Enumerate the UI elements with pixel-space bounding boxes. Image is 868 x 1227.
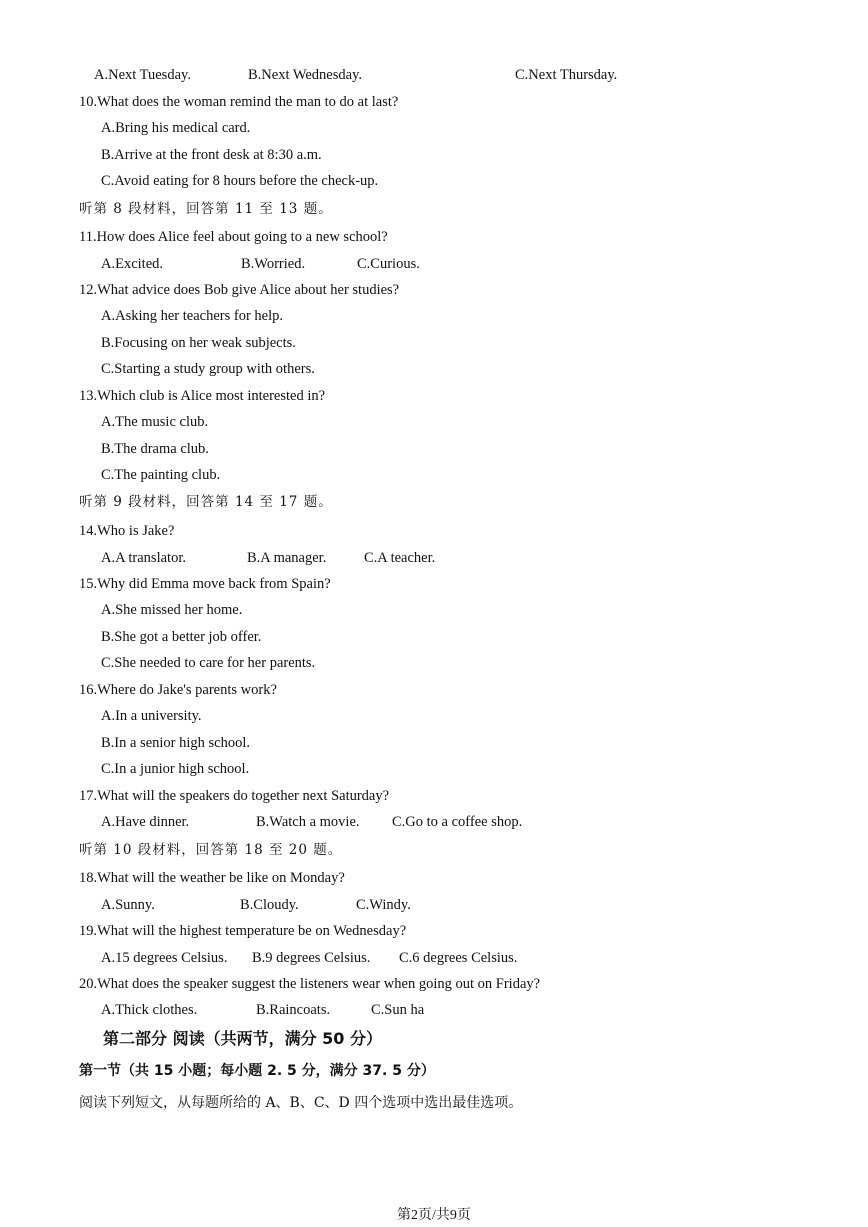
q15-stem: 15.Why did Emma move back from Spain? xyxy=(79,576,331,592)
q12-stem: 12.What advice does Bob give Alice about her studies? xyxy=(79,282,400,298)
q14-stem: 14.Who is Jake? xyxy=(79,523,175,539)
q16-option-a: A.In a university. xyxy=(101,708,202,724)
q17-stem: 17.What will the speakers do together next Saturday? xyxy=(79,788,390,804)
q10-option-b: B.Arrive at the front desk at 8:30 a.m. xyxy=(101,147,322,163)
q18-option-b: B.Cloudy. xyxy=(240,897,299,913)
q15-option-c: C.She needed to care for her parents. xyxy=(101,655,316,671)
q11-option-c: C.Curious. xyxy=(357,256,420,272)
q16-stem: 16.Where do Jake's parents work? xyxy=(79,682,277,698)
q16-option-b: B.In a senior high school. xyxy=(101,735,251,751)
q13-option-c: C.The painting club. xyxy=(101,467,221,483)
q18-option-c: C.Windy. xyxy=(356,897,411,913)
passage10-instruction: 听第 10 段材料，回答第 18 至 20 题。 xyxy=(79,842,343,858)
q12-option-c: C.Starting a study group with others. xyxy=(101,361,315,377)
q11-option-a: A.Excited. xyxy=(101,256,164,272)
q18-stem: 18.What will the weather be like on Monday? xyxy=(79,870,345,886)
q12-option-a: A.Asking her teachers for help. xyxy=(101,308,283,324)
q13-option-b: B.The drama club. xyxy=(101,441,209,457)
q14-option-b: B.A manager. xyxy=(247,550,327,566)
q20-option-a: A.Thick clothes. xyxy=(101,1002,198,1018)
q20-stem: 20.What does the speaker suggest the listeners wear when going out on Friday? xyxy=(79,976,541,992)
q9-option-c: C.Next Thursday. xyxy=(515,67,618,83)
section1-instruction: 阅读下列短文，从每题所给的 A、B、C、D 四个选项中选出最佳选项。 xyxy=(79,1095,523,1111)
q19-stem: 19.What will the highest temperature be on Wednesday? xyxy=(79,923,407,939)
page-number: 第2页/共9页 xyxy=(397,1208,471,1223)
q19-option-b: B.9 degrees Celsius. xyxy=(252,950,371,966)
passage8-instruction: 听第 8 段材料，回答第 11 至 13 题。 xyxy=(79,201,333,217)
q13-option-a: A.The music club. xyxy=(101,414,209,430)
q10-option-c: C.Avoid eating for 8 hours before the check-up. xyxy=(101,173,379,189)
q20-option-c: C.Sun ha xyxy=(371,1002,425,1018)
q17-option-a: A.Have dinner. xyxy=(101,814,190,830)
q17-option-b: B.Watch a movie. xyxy=(256,814,360,830)
q19-option-a: A.15 degrees Celsius. xyxy=(101,950,228,966)
q15-option-a: A.She missed her home. xyxy=(101,602,243,618)
q19-option-c: C.6 degrees Celsius. xyxy=(399,950,518,966)
q16-option-c: C.In a junior high school. xyxy=(101,761,250,777)
q20-option-b: B.Raincoats. xyxy=(256,1002,331,1018)
q14-option-a: A.A translator. xyxy=(101,550,186,566)
part2-title: 第二部分 阅读（共两节，满分 50 分） xyxy=(103,1029,382,1048)
q11-option-b: B.Worried. xyxy=(241,256,306,272)
q17-option-c: C.Go to a coffee shop. xyxy=(392,814,523,830)
q11-stem: 11.How does Alice feel about going to a new school? xyxy=(79,229,388,245)
q13-stem: 13.Which club is Alice most interested in? xyxy=(79,388,326,404)
q15-option-b: B.She got a better job offer. xyxy=(101,629,262,645)
q12-option-b: B.Focusing on her weak subjects. xyxy=(101,335,296,351)
section1-title: 第一节（共 15 小题；每小题 2. 5 分，满分 37. 5 分） xyxy=(79,1063,435,1079)
q10-option-a: A.Bring his medical card. xyxy=(101,120,251,136)
q18-option-a: A.Sunny. xyxy=(101,897,155,913)
q9-option-b: B.Next Wednesday. xyxy=(248,67,363,83)
q10-stem: 10.What does the woman remind the man to do at last? xyxy=(79,94,399,110)
passage9-instruction: 听第 9 段材料，回答第 14 至 17 题。 xyxy=(79,494,333,510)
q9-option-a: A.Next Tuesday. xyxy=(94,67,191,83)
q14-option-c: C.A teacher. xyxy=(364,550,436,566)
